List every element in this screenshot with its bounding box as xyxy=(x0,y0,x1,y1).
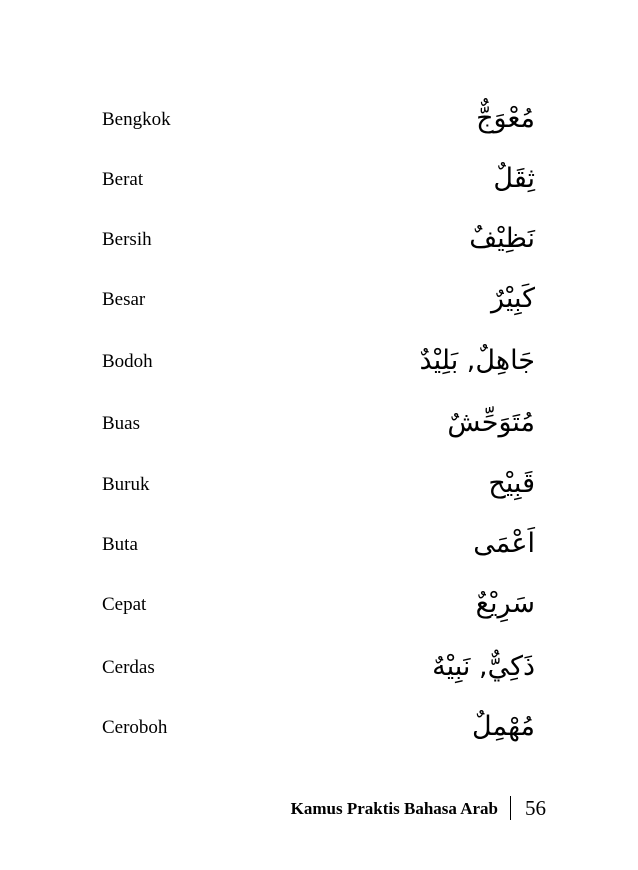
entry-row xyxy=(0,648,638,688)
entry-arabic: مُتَوَحِّشٌ xyxy=(447,407,535,438)
page-footer xyxy=(0,796,638,824)
page-number: 56 xyxy=(525,796,546,820)
entry-row xyxy=(0,220,638,260)
entry-arabic: قَبِيْح xyxy=(488,468,535,499)
entry-word: Cepat xyxy=(102,594,147,615)
entry-arabic: ذَكِيٌّ, نَبِيْهٌ xyxy=(432,651,535,682)
entry-word: Buta xyxy=(102,534,138,555)
entry-arabic: ثِقَلٌ xyxy=(493,163,535,194)
entry-row xyxy=(0,708,638,748)
entry-arabic: مُهْمِلٌ xyxy=(472,711,535,742)
entry-arabic: كَبِيْرٌ xyxy=(490,283,535,314)
entry-row xyxy=(0,525,638,565)
entry-word: Bengkok xyxy=(102,109,171,130)
entry-word: Bersih xyxy=(102,229,152,250)
footer-divider xyxy=(510,796,511,820)
entry-row xyxy=(0,585,638,625)
entry-word: Ceroboh xyxy=(102,717,168,738)
entry-arabic: مُعْوَجٌّ xyxy=(476,103,535,134)
entry-word: Buruk xyxy=(102,474,150,495)
entry-row xyxy=(0,404,638,444)
entry-row xyxy=(0,280,638,320)
entry-word: Besar xyxy=(102,289,146,310)
entry-arabic: نَظِيْفٌ xyxy=(469,223,535,254)
entry-word: Cerdas xyxy=(102,657,155,678)
book-title: Kamus Praktis Bahasa Arab xyxy=(290,799,498,818)
entry-word: Berat xyxy=(102,169,144,190)
entry-arabic: اَعْمَى xyxy=(473,528,535,559)
entry-word: Buas xyxy=(102,413,140,434)
entry-row xyxy=(0,100,638,140)
entry-row xyxy=(0,342,638,382)
entry-row xyxy=(0,465,638,505)
entry-word: Bodoh xyxy=(102,351,153,372)
entry-arabic: جَاهِلٌ, بَلِيْدٌ xyxy=(419,345,535,376)
entry-arabic: سَرِيْعٌ xyxy=(475,588,535,619)
entry-row xyxy=(0,160,638,200)
